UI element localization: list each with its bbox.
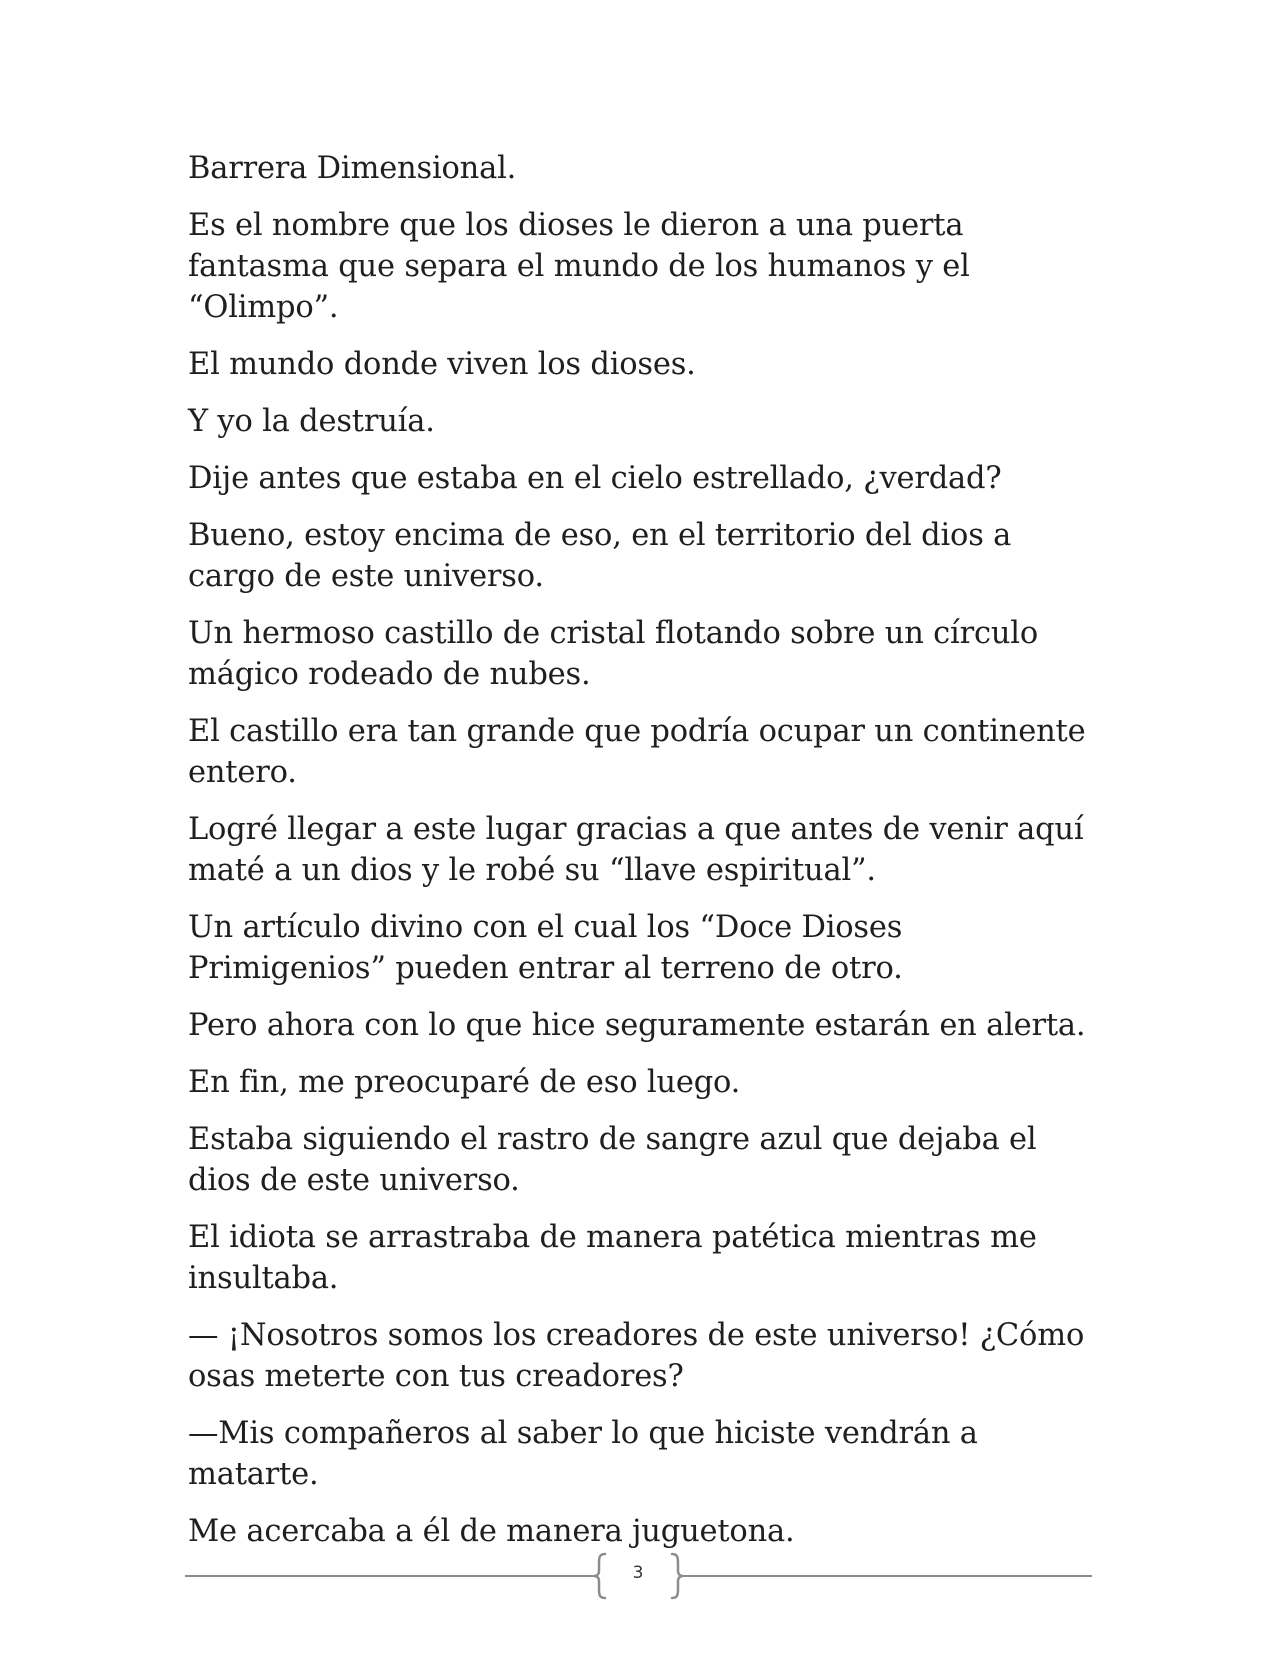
paragraph: Dije antes que estaba en el cielo estrellado, ¿verdad? [188, 461, 1002, 496]
footer-rule-left [185, 1575, 595, 1577]
paragraph: Un artículo divino con el cual los “Doce Dioses Primigenios” pueden entrar al terreno de otro. [188, 910, 903, 986]
paragraph: Me acercaba a él de manera juguetona. [188, 1514, 795, 1549]
paragraph: Un hermoso castillo de cristal flotando sobre un círculo mágico rodeado de nubes. [188, 616, 1039, 692]
paragraph: El castillo era tan grande que podría ocupar un continente entero. [188, 714, 1086, 790]
dialogue-paragraph: —Mis compañeros al saber lo que hiciste vendrán a matarte. [188, 1416, 978, 1492]
paragraph: El idiota se arrastraba de manera patética mientras me insultaba. [188, 1220, 1037, 1296]
paragraph: Y yo la destruía. [188, 404, 435, 439]
paragraph: Barrera Dimensional. [188, 151, 517, 186]
footer-rule-right [682, 1575, 1092, 1577]
body-text [188, 148, 1088, 1568]
paragraph: Logré llegar a este lugar gracias a que antes de venir aquí maté a un dios y le robé su “llave espiritual”. [188, 812, 1084, 888]
page-footer [185, 1552, 1092, 1600]
left-brace-icon [593, 1552, 607, 1600]
paragraph: Pero ahora con lo que hice seguramente estarán en alerta. [188, 1008, 1086, 1043]
paragraph: Bueno, estoy encima de eso, en el territorio del dios a cargo de este universo. [188, 518, 1012, 594]
paragraph: Es el nombre que los dioses le dieron a una puerta fantasma que separa el mundo de los humanos y el “Olimpo”. [188, 208, 970, 325]
page-number: 3 [632, 1563, 644, 1583]
dialogue-paragraph: — ¡Nosotros somos los creadores de este universo! ¿Cómo osas meterte con tus creadores? [188, 1318, 1085, 1394]
paragraph: Estaba siguiendo el rastro de sangre azul que dejaba el dios de este universo. [188, 1122, 1037, 1198]
paragraph: El mundo donde viven los dioses. [188, 347, 696, 382]
paragraph: En fin, me preocuparé de eso luego. [188, 1065, 741, 1100]
